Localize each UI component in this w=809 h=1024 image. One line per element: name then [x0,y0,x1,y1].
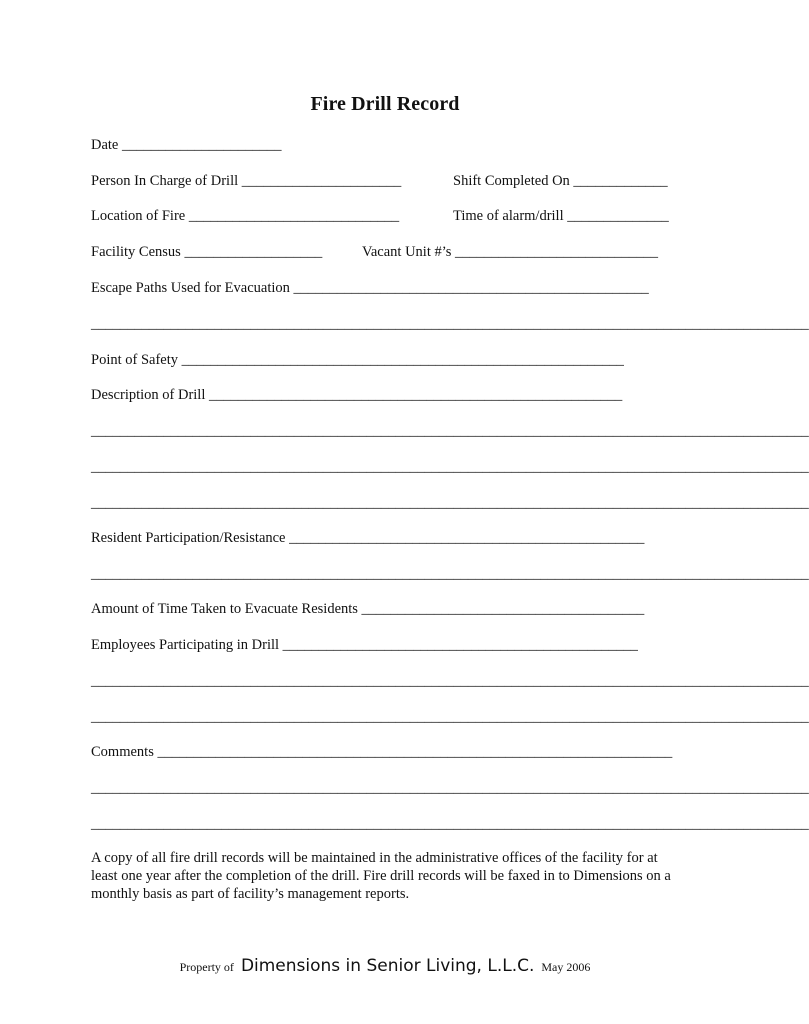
comments-line-1[interactable]: ___________________________________________________________________________________________________ [91,780,809,796]
footer [0,956,770,976]
form-title: Fire Drill Record [310,93,460,115]
escape-paths-field[interactable]: Escape Paths Used for Evacuation _________________________________________________ [91,280,649,296]
employees-line-2[interactable]: ___________________________________________________________________________________________________ [91,709,809,725]
time-of-alarm-field[interactable]: Time of alarm/drill ______________ [453,208,669,224]
description-line-1[interactable]: ___________________________________________________________________________________________________ [91,423,809,439]
footer-brand: Dimensions in Senior Living, L.L.C. [240,956,535,976]
location-of-fire-field[interactable]: Location of Fire _____________________________ [91,208,400,224]
facility-census-field[interactable]: Facility Census ___________________ [91,244,323,260]
employees-participating-field[interactable]: Employees Participating in Drill _________________________________________________ [91,637,638,653]
point-of-safety-field[interactable]: Point of Safety _____________________________________________________________ [91,352,624,368]
date-field[interactable]: Date ______________________ [91,137,282,153]
shift-completed-field[interactable]: Shift Completed On _____________ [453,173,668,189]
comments-line-2[interactable]: ___________________________________________________________________________________________________ [91,816,809,832]
time-to-evacuate-field[interactable]: Amount of Time Taken to Evacuate Residents _______________________________________ [91,601,645,617]
employees-line-1[interactable]: ___________________________________________________________________________________________________ [91,673,809,689]
footer-prefix: Property of [179,960,234,974]
vacant-units-field[interactable]: Vacant Unit #’s ____________________________ [362,244,659,260]
description-line-3[interactable]: ___________________________________________________________________________________________________ [91,495,809,511]
escape-paths-continuation-line[interactable]: ___________________________________________________________________________________________________ [91,316,809,332]
description-line-2[interactable]: ___________________________________________________________________________________________________ [91,459,809,475]
footer-date: May 2006 [541,960,591,974]
resident-participation-field[interactable]: Resident Participation/Resistance _________________________________________________ [91,530,645,546]
description-of-drill-field[interactable]: Description of Drill _________________________________________________________ [91,387,623,403]
comments-field[interactable]: Comments _______________________________________________________________________ [91,744,673,760]
records-notice: A copy of all fire drill records will be maintained in the administrative offices of the facility for at least one year after the completion of the drill. Fire drill records will be faxed in to Dimensions on a monthly basis as part of facility’s management reports. [91,850,671,903]
person-in-charge-field[interactable]: Person In Charge of Drill ______________________ [91,173,402,189]
resident-participation-line[interactable]: ___________________________________________________________________________________________________ [91,566,809,582]
